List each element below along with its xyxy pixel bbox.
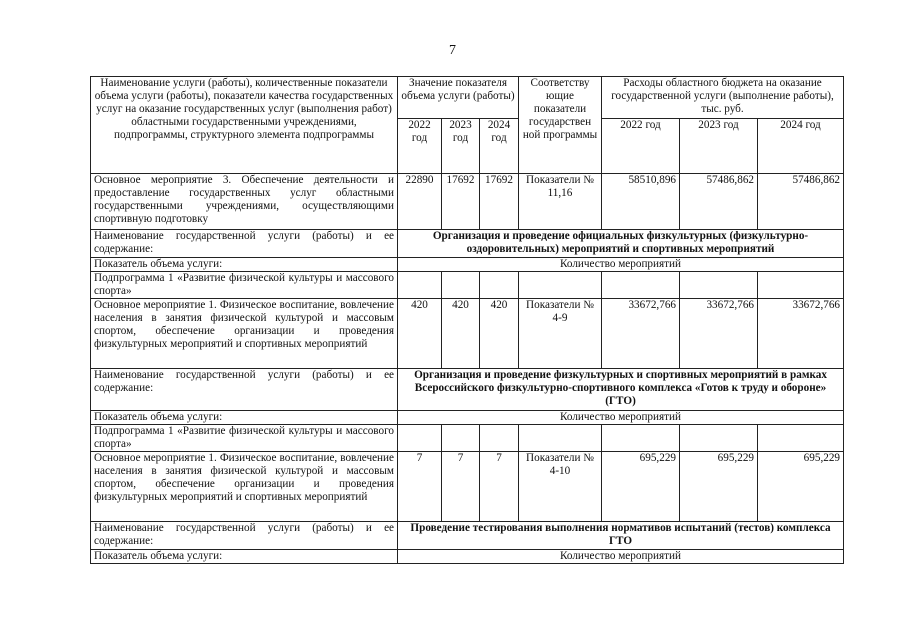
- empty-cell: [480, 425, 519, 452]
- expense-2023: 57486,862: [680, 174, 758, 230]
- indicator-label: Показатель объема услуги:: [91, 258, 398, 272]
- header-year-volume-2022: 2022 год: [398, 119, 442, 174]
- service-label: Наименование государственной услуги (работы) и ее содержание:: [91, 369, 398, 411]
- service-value: Проведение тестирования выполнения нормативов испытаний (тестов) комплекса ГТО: [398, 522, 844, 550]
- indicator-row: [91, 258, 844, 272]
- empty-cell: [680, 272, 758, 299]
- empty-cell: [602, 272, 680, 299]
- row-name: Основное мероприятие 1. Физическое воспитание, вовлечение населения в занятия физической культурой и массовым спортом, обеспечение организации и проведения физкультурных мероприятий и спортивных мероприятий: [91, 299, 398, 369]
- header-year-volume-2024: 2024 год: [480, 119, 519, 174]
- subprogram-row: [91, 272, 844, 299]
- empty-cell: [758, 425, 844, 452]
- volume-2024: 7: [480, 452, 519, 522]
- table-row: [91, 299, 844, 369]
- expense-2024: 695,229: [758, 452, 844, 522]
- corr-indicators: Показатели № 4-9: [519, 299, 602, 369]
- indicator-label: Показатель объема услуги:: [91, 550, 398, 564]
- row-name: Основное мероприятие 3. Обеспечение деятельности и предоставление государственных услуг областными государственными учреждениями, осуществляющими спортивную подготовку: [91, 174, 398, 230]
- empty-cell: [442, 425, 480, 452]
- indicator-label: Показатель объема услуги:: [91, 411, 398, 425]
- expense-2022: 58510,896: [602, 174, 680, 230]
- row-name: Основное мероприятие 1. Физическое воспитание, вовлечение населения в занятия физической культурой и массовым спортом, обеспечение организации и проведения физкультурных мероприятий и спортивных мероприятий: [91, 452, 398, 522]
- expense-2023: 695,229: [680, 452, 758, 522]
- service-label: Наименование государственной услуги (работы) и ее содержание:: [91, 522, 398, 550]
- header-year-expense-2023: 2023 год: [680, 119, 758, 174]
- empty-cell: [398, 272, 442, 299]
- indicator-row: [91, 550, 844, 564]
- subprogram-name: Подпрограмма 1 «Развитие физической культуры и массового спорта»: [91, 272, 398, 299]
- empty-cell: [602, 425, 680, 452]
- service-row: [91, 230, 844, 258]
- header-year-expense-2022: 2022 год: [602, 119, 680, 174]
- header-row-top: [91, 77, 844, 119]
- corr-indicators: Показатели № 11,16: [519, 174, 602, 230]
- header-volume-cell: Значение показателя объема услуги (работы): [398, 77, 519, 119]
- volume-2023: 7: [442, 452, 480, 522]
- indicator-value: Количество мероприятий: [398, 550, 844, 564]
- page-number: 7: [449, 43, 456, 58]
- indicator-row: [91, 411, 844, 425]
- empty-cell: [398, 425, 442, 452]
- expense-2022: 33672,766: [602, 299, 680, 369]
- service-value: Организация и проведение официальных физкультурных (физкультурно-оздоровительных) мероприятий и спортивных мероприятий: [398, 230, 844, 258]
- empty-cell: [519, 425, 602, 452]
- header-year-expense-2024: 2024 год: [758, 119, 844, 174]
- volume-2024: 420: [480, 299, 519, 369]
- volume-2024: 17692: [480, 174, 519, 230]
- table-row: [91, 174, 844, 230]
- indicator-value: Количество мероприятий: [398, 258, 844, 272]
- header-name-cell: Наименование услуги (работы), количественные показатели объема услуги (работы), показатели качества государственных услуг на оказание государственных услуг (выполнения работ) областными государственными учреждениями, подпрограммы, структурного элемента подпрограммы: [91, 77, 398, 174]
- header-expense-cell: Расходы областного бюджета на оказание государственной услуги (выполнение работы), тыс. руб.: [602, 77, 844, 119]
- empty-cell: [758, 272, 844, 299]
- header-year-volume-2023: 2023 год: [442, 119, 480, 174]
- service-row: [91, 522, 844, 550]
- subprogram-row: [91, 425, 844, 452]
- table-row: [91, 452, 844, 522]
- empty-cell: [680, 425, 758, 452]
- corr-indicators: Показатели № 4-10: [519, 452, 602, 522]
- header-corr-cell: Соответству ющие показатели государствен ной программы: [519, 77, 602, 174]
- empty-cell: [519, 272, 602, 299]
- volume-2023: 420: [442, 299, 480, 369]
- volume-2022: 22890: [398, 174, 442, 230]
- expense-2024: 33672,766: [758, 299, 844, 369]
- service-row: [91, 369, 844, 411]
- indicator-value: Количество мероприятий: [398, 411, 844, 425]
- expense-2023: 33672,766: [680, 299, 758, 369]
- expense-2024: 57486,862: [758, 174, 844, 230]
- service-value: Организация и проведение физкультурных и спортивных мероприятий в рамках Всероссийского физкультурно-спортивного комплекса «Готов к труду и обороне» (ГТО): [398, 369, 844, 411]
- subprogram-name: Подпрограмма 1 «Развитие физической культуры и массового спорта»: [91, 425, 398, 452]
- service-label: Наименование государственной услуги (работы) и ее содержание:: [91, 230, 398, 258]
- volume-2022: 7: [398, 452, 442, 522]
- expense-2022: 695,229: [602, 452, 680, 522]
- empty-cell: [480, 272, 519, 299]
- volume-2022: 420: [398, 299, 442, 369]
- volume-2023: 17692: [442, 174, 480, 230]
- empty-cell: [442, 272, 480, 299]
- state-program-table: [90, 76, 844, 564]
